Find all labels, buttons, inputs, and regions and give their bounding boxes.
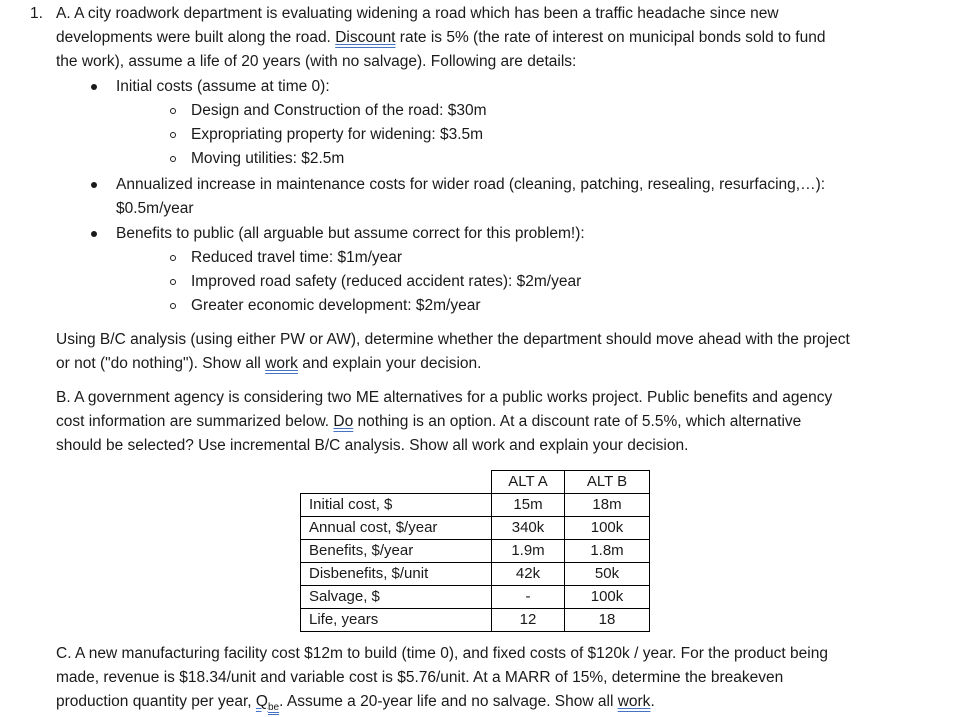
question-number: 1. [30,5,43,22]
part-b-line-3: should be selected? Use incremental B/C analysis. Show all work and explain your decision. [56,437,689,454]
table-cell: 100k [565,586,650,609]
table-header-row [301,471,650,494]
sub-item-road-safety: Improved road safety (reduced accident rates): $2m/year [191,273,582,290]
part-a-line-2: developments were built along the road. Discount rate is 5% (the rate of interest on municipal bonds sold to fund [56,29,826,46]
bullet-icon [91,182,97,188]
table-header-alt-a: ALT A [492,471,565,494]
part-a-line-3: the work), assume a life of 20 years (with no salvage). Following are details: [56,53,577,70]
part-c-line-3: production quantity per year, $Q_{be}$. Assume a 20-year life and no salvage. Show all work. [56,693,655,714]
table-row [301,494,650,517]
table-cell: 12 [492,609,565,632]
bullet-benefits: Benefits to public (all arguable but assume correct for this problem!): [116,225,585,242]
table-header-blank [301,471,492,494]
part-c-line-2: made, revenue is $18.34/unit and variable cost is $5.76/unit. At a MARR of 15%, determine the breakeven [56,669,784,686]
table-cell: 1.8m [565,540,650,563]
sub-bullet-icon [170,156,176,162]
sub-bullet-icon [170,255,176,261]
spell-underline-discount: Discount [335,29,396,46]
table-cell: 42k [492,563,565,586]
bullet-icon [91,231,97,237]
table-cell: Disbenefits, $/unit [301,563,492,586]
table-cell: 100k [565,517,650,540]
table-cell: Salvage, $ [301,586,492,609]
table-row [301,609,650,632]
table-cell: 15m [492,494,565,517]
table-cell: Life, years [301,609,492,632]
alternatives-table [300,470,650,632]
part-a-closing-line-1: Using B/C analysis (using either PW or AW), determine whether the department should move ahead with the project [56,331,850,348]
table-cell: 50k [565,563,650,586]
sub-item-travel-time: Reduced travel time: $1m/year [191,249,403,266]
part-a-closing-line-2: or not ("do nothing"). Show all work and explain your decision. [56,355,482,372]
spell-underline-do: Do [333,413,354,430]
sub-item-expropriating: Expropriating property for widening: $3.5m [191,126,484,143]
table-cell: 18 [565,609,650,632]
table-cell: Initial cost, $ [301,494,492,517]
table-row [301,563,650,586]
sub-item-economic: Greater economic development: $2m/year [191,297,481,314]
sub-bullet-icon [170,303,176,309]
sub-item-utilities: Moving utilities: $2.5m [191,150,345,167]
bullet-maintenance-line-1: Annualized increase in maintenance costs for wider road (cleaning, patching, resealing, resurfacing,…): [116,176,826,193]
sub-item-design: Design and Construction of the road: $30m [191,102,487,119]
variable-q-subscript: be [267,702,280,714]
table-row [301,540,650,563]
table-cell: 18m [565,494,650,517]
table-row [301,586,650,609]
table-row [301,517,650,540]
part-a-line-1: A. A city roadwork department is evaluating widening a road which has been a traffic headache since new [56,5,779,22]
sub-bullet-icon [170,108,176,114]
bullet-maintenance-line-2: $0.5m/year [116,200,194,217]
sub-bullet-icon [170,279,176,285]
bullet-initial-costs: Initial costs (assume at time 0): [116,78,330,95]
sub-bullet-icon [170,132,176,138]
part-c-line-1: C. A new manufacturing facility cost $12m to build (time 0), and fixed costs of $120k / year. For the product being [56,645,828,662]
table-cell: Benefits, $/year [301,540,492,563]
bullet-icon [91,84,97,90]
part-b-line-2: cost information are summarized below. Do nothing is an option. At a discount rate of 5.5%, which alternative [56,413,802,430]
table-cell: 340k [492,517,565,540]
table-cell: - [492,586,565,609]
table-header-alt-b: ALT B [565,471,650,494]
table-cell: Annual cost, $/year [301,517,492,540]
spell-underline-work: work [265,355,298,372]
spell-underline-work: work [617,693,651,710]
part-b-line-1: B. A government agency is considering two ME alternatives for a public works project. Public benefits and agency [56,389,833,406]
variable-q: Q [255,693,268,710]
table-cell: 1.9m [492,540,565,563]
